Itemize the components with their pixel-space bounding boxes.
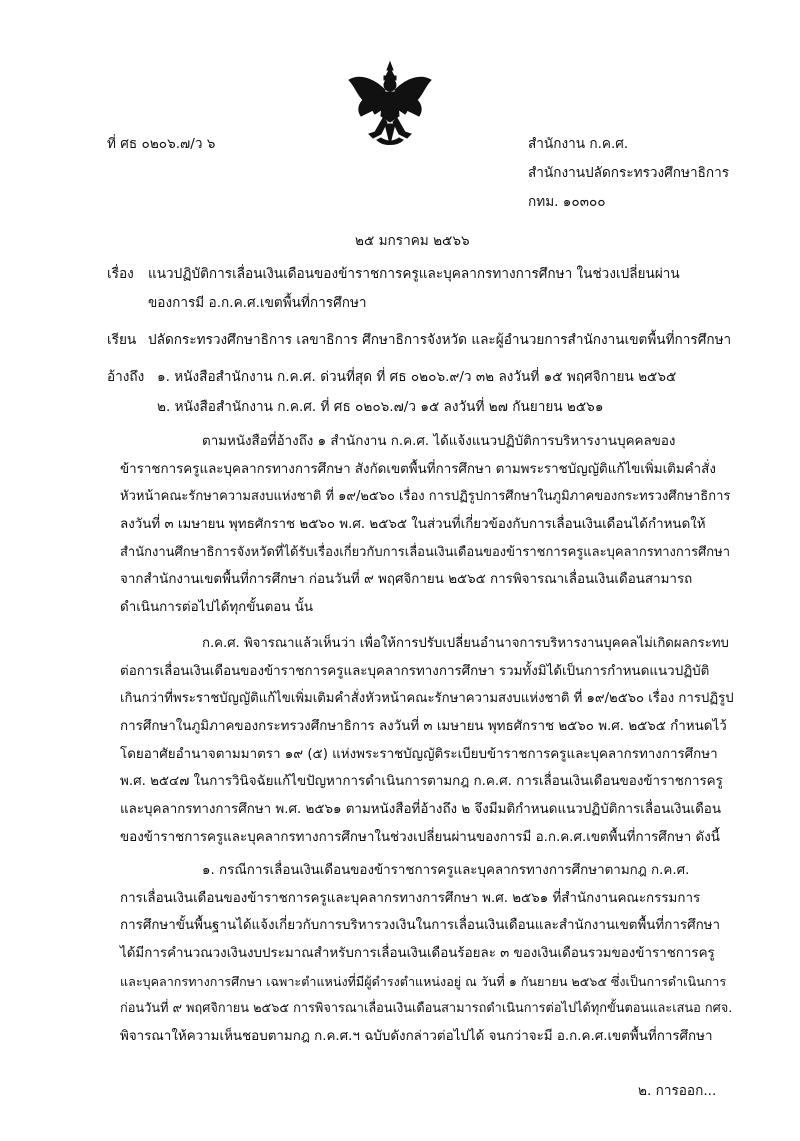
- continuation-marker: ๒. การออก...: [638, 1083, 717, 1099]
- subject-line-2: ของการมี อ.ก.ค.ศ.เขตพื้นที่การศึกษา: [148, 295, 367, 311]
- paragraph-line: จากสำนักงานเขตพื้นที่การศึกษา ก่อนวันที่ ๙ พฤศจิกายน ๒๕๖๕ การพิจารณาเลื่อนเงินเดือนสามารถ: [120, 572, 693, 588]
- paragraph-line: ข้าราชการครูและบุคลากรทางการศึกษา สังกัดเขตพื้นที่การศึกษา ตามพระราชบัญญัติแก้ไขเพิ่มเติมคำสั่ง: [120, 461, 716, 477]
- paragraph-line: ตามหนังสือที่อ้างถึง ๑ สำนักงาน ก.ค.ศ. ได้แจ้งแนวปฏิบัติการบริหารงานบุคคลของ: [202, 434, 676, 449]
- subject-label: เรื่อง: [107, 266, 134, 282]
- paragraph-line: ลงวันที่ ๓ เมษายน พุทธศักราช ๒๕๖๐ พ.ศ. ๒๕๖๕ ในส่วนที่เกี่ยวข้องกับการเลื่อนเงินเดือนได้กำหนดให้: [120, 517, 706, 533]
- letter-date: ๒๕ มกราคม ๒๕๖๖: [355, 233, 470, 249]
- agency-name: สำนักงาน ก.ค.ศ.: [528, 136, 629, 152]
- paragraph-line: การเลื่อนเงินเดือนของข้าราชการครูและบุคลากรทางการศึกษา พ.ศ. ๒๕๖๑ ที่สำนักงานคณะกรรมการ: [120, 890, 701, 906]
- recipient-text: ปลัดกระทรวงศึกษาธิการ เลขาธิการ ศึกษาธิการจังหวัด และผู้อำนวยการสำนักงานเขตพื้นที่การศึกษา: [148, 332, 732, 348]
- paragraph-line: สำนักงานศึกษาธิการจังหวัดที่ได้รับเรื่องเกี่ยวกับการเลื่อนเงินเดือนของข้าราชการครูและบุคลากรทางการศึกษา: [120, 544, 731, 560]
- reference-number: ที่ ศธ ๐๒๐๖.๗/ว ๖: [107, 136, 216, 152]
- reference-item-1: ๑. หนังสือสำนักงาน ก.ค.ศ. ด่วนที่สุด ที่ ศธ ๐๒๐๖.๙/ว ๓๒ ลงวันที่ ๑๕ พฤศจิกายน ๒๕๖๕: [157, 369, 677, 385]
- paragraph-line: ดำเนินการต่อไปได้ทุกขั้นตอน นั้น: [120, 600, 314, 616]
- paragraph-line: และบุคลากรทางการศึกษา เฉพาะตำแหน่งที่มีผู้ดำรงตำแหน่งอยู่ ณ วันที่ ๑ กันยายน ๒๕๖๕ ซึ่งเป็นการดำเนินการ: [120, 973, 727, 989]
- paragraph-line: และบุคลากรทางการศึกษา พ.ศ. ๒๕๖๑ ตามหนังสือที่อ้างถึง ๒ จึงมีมติกำหนดแนวปฏิบัติการเลื่อนเงินเดือน: [120, 802, 721, 818]
- references-label: อ้างถึง: [107, 369, 145, 385]
- paragraph-line: ต่อการเลื่อนเงินเดือนของข้าราชการครูและบุคลากรทางการศึกษา รวมทั้งมิได้เป็นการกำหนดแนวปฏิบัติ: [120, 663, 710, 679]
- paragraph-3: [120, 857, 735, 1051]
- agency-address: กทม. ๑๐๓๐๐: [528, 194, 606, 210]
- reference-item-2: ๒. หนังสือสำนักงาน ก.ค.ศ. ที่ ศธ ๐๒๐๖.๗/ว ๑๕ ลงวันที่ ๒๗ กันยายน ๒๕๖๑: [157, 399, 604, 415]
- paragraph-line: ของข้าราชการครูและบุคลากรทางการศึกษาในช่วงเปลี่ยนผ่านของการมี อ.ก.ค.ศ.เขตพื้นที่การศึกษา ดังนี้: [120, 829, 720, 845]
- paragraph-line: โดยอาศัยอำนาจตามมาตรา ๑๙ (๕) แห่งพระราชบัญญัติระเบียบข้าราชการครูและบุคลากรทางการศึกษา: [120, 746, 718, 762]
- paragraph-line: พิจารณาให้ความเห็นชอบตามกฎ ก.ค.ศ.ฯ ฉบับดังกล่าวต่อไปได้ จนกว่าจะมี อ.ก.ค.ศ.เขตพื้นที่การศึกษา: [120, 1029, 713, 1045]
- paragraph-2: [120, 630, 735, 852]
- paragraph-line: ก.ค.ศ. พิจารณาแล้วเห็นว่า เพื่อให้การปรับเปลี่ยนอำนาจการบริหารงานบุคคลไม่เกิดผลกระทบ: [202, 636, 729, 651]
- subject-line-1: แนวปฏิบัติการเลื่อนเงินเดือนของข้าราชการครูและบุคลากรทางการศึกษา ในช่วงเปลี่ยนผ่าน: [148, 266, 680, 282]
- paragraph-line: ได้มีการคำนวณวงเงินงบประมาณสำหรับการเลื่อนเงินเดือนร้อยละ ๓ ของเงินเดือนรวมของข้าราชการครู: [120, 946, 715, 962]
- paragraph-line: เกินกว่าที่พระราชบัญญัติแก้ไขเพิ่มเติมคำสั่งหัวหน้าคณะรักษาความสงบแห่งชาติ ที่ ๑๙/๒๕๖๐ เรื่อง การปฏิรูป: [120, 691, 734, 707]
- paragraph-line: ๑. กรณีการเลื่อนเงินเดือนของข้าราชการครูและบุคลากรทางการศึกษาตามกฎ ก.ค.ศ.: [202, 863, 690, 878]
- garuda-emblem-icon: [345, 60, 435, 150]
- paragraph-line: หัวหน้าคณะรักษาความสงบแห่งชาติ ที่ ๑๙/๒๕๖๐ เรื่อง การปฏิรูปการศึกษาในภูมิภาคของกระทรวงศึกษาธิการ: [120, 489, 731, 505]
- paragraph-1: [120, 428, 735, 622]
- recipient-label: เรียน: [107, 332, 137, 348]
- paragraph-line: ก่อนวันที่ ๙ พฤศจิกายน ๒๕๖๕ การพิจารณาเลื่อนเงินเดือนสามารถดำเนินการต่อไปได้ทุกขั้นตอนและเสนอ กศจ.: [120, 1001, 733, 1017]
- paragraph-line: การศึกษาในภูมิภาคของกระทรวงศึกษาธิการ ลงวันที่ ๓ เมษายน พุทธศักราช ๒๕๖๐ พ.ศ. ๒๕๖๕ กำหนดไว้: [120, 719, 727, 735]
- agency-parent: สำนักงานปลัดกระทรวงศึกษาธิการ: [528, 165, 730, 181]
- paragraph-line: พ.ศ. ๒๕๔๗ ในการวินิจฉัยแก้ไขปัญหาการดำเนินการตามกฎ ก.ค.ศ. การเลื่อนเงินเดือนของข้าราชการครู: [120, 774, 723, 790]
- paragraph-line: การศึกษาขั้นพื้นฐานได้แจ้งเกี่ยวกับการบริหารวงเงินในการเลื่อนเงินเดือนและสำนักงานเขตพื้นที่การศึกษา: [120, 918, 721, 934]
